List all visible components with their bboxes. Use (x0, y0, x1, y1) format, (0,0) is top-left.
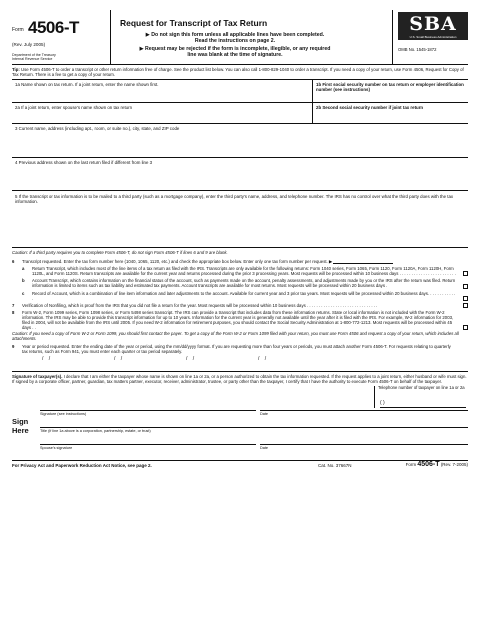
line-4-field[interactable] (12, 157, 468, 190)
line-2a-field[interactable] (12, 103, 312, 124)
instruction-2 (120, 46, 350, 58)
agency (12, 53, 56, 61)
item-8-number: 8 (12, 309, 15, 315)
instruction-1-line: Read the instructions on page 2. (194, 38, 276, 45)
divider (392, 10, 393, 64)
item-9-number: 9 (12, 344, 15, 350)
form-page (12, 10, 468, 470)
instruction-1-line: ▶ Do not sign this form unless all applicable lines have been completed. (145, 32, 325, 38)
item-7-number: 7 (12, 302, 15, 308)
item-7 (12, 303, 468, 308)
footer-form-id (406, 461, 468, 469)
title-line[interactable] (40, 427, 468, 433)
line-1-row (12, 79, 468, 102)
line-5-field[interactable] (12, 190, 468, 247)
item-6b-body (22, 278, 456, 288)
spouse-signature-line[interactable] (40, 444, 256, 450)
form-footer (12, 460, 468, 470)
item-8 (12, 310, 468, 330)
department: Department of the Treasury (12, 53, 56, 57)
sba-logo (398, 12, 468, 40)
signature-date-label: Date (260, 412, 269, 417)
period-dates (12, 357, 468, 363)
telephone-field[interactable] (374, 386, 468, 408)
period-date-4[interactable]: / / (258, 356, 269, 363)
item-6 (12, 259, 468, 264)
item-6-text: Transcript requested. Enter the tax form number here (1040, 1065, 1120, etc.) and check the appropriate box below. Enter only one tax form number per request. ▶ (22, 259, 333, 265)
logo-text: SBA (409, 13, 457, 35)
caution-w2: Caution: If you need a copy of Form W-2 or Form 1099, you should first contact the payer. To get a copy of the Form W-2 or Form 1099 filed with your return, you must use Form 4506 and request a copy of your return, which includes all attachments. (12, 330, 459, 341)
title-label: Title (if line 1a above is a corporation, partnership, estate, or trust) (40, 429, 151, 434)
item-6c-text: Record of Account, which is a combination of line item information and later adjustments to the account. Available for current year and 3 prior tax years. Most requests will be processed within 20 business days. . . . . . . . . . . . . (32, 290, 456, 301)
caution-third-party: Caution: If a third party requires you to complete Form 4506-T, do not sign Form 4506-T if lines 6 and 9 are blank. (12, 247, 468, 258)
spouse-signature-label: Spouse's signature (40, 446, 73, 451)
item-6b (12, 278, 468, 288)
footer-form-number: 4506-T (417, 461, 440, 469)
tip (12, 64, 468, 79)
tip-text: Use Form 4506-T to order a transcript or other return information free of charge. See the product list below. You can also call 1-800-829-1040 to order a transcript. If you need a copy of your return, use Form 4506, Request for Copy of Tax Return. There is a fee to get a copy of your return. (12, 67, 464, 78)
period-date-3[interactable]: / / (186, 356, 197, 363)
form-title: Request for Transcript of Tax Return (120, 18, 268, 28)
item-6b-letter: b (22, 278, 25, 284)
telephone-label: Telephone number of taxpayer on line 1a or 2a (378, 385, 465, 391)
taxpayer-signature-label: Signature (see instructions) (40, 412, 87, 417)
taxpayer-signature-line[interactable] (40, 410, 256, 416)
logo-subtext: U.S. Small Business Administration (409, 35, 457, 39)
item-6a-body (22, 266, 456, 276)
item-9-text: Year or period requested. Enter the ending date of the year or period, using the mm/dd/yyyy format. If you are requesting more than four years or periods, you must attach another Form 4506-T. For requests relating to quarterly tax returns, such as Form 941, you must enter each quarter or tax period separately. (22, 344, 451, 355)
here-word: Here (12, 425, 29, 435)
line-2a-label: 2a If a joint return, enter spouse's name shown on tax return (15, 105, 133, 111)
signature-intro-text: I declare that I am either the taxpayer whose name is shown on line 1a or 2a, or a person authorized to obtain the tax information requested. If the request applies to a joint return, either husband or wife must sign. If signed by a corporate officer, partner, guardian, tax matters partner, executor, receiver, administrator, trustee, or party other than the taxpayer, I certify that I have the authority to execute Form 4506-T on behalf of the taxpayer. (12, 374, 467, 385)
line-5-label: 5 If the transcript or tax information is to be mailed to a third party (such as a mortgage company), enter the third party's name, address, and telephone number. The IRS has no control over what the third party does with the tax information. (15, 194, 454, 205)
item-8-text: Form W-2, Form 1099 series, Form 1098 series, or Form 5498 series transcript. The IRS can provide a transcript that includes data from these information returns. State or local information is not included with the Form W-2 information. The IRS may be able to provide this transcript information for up to 10 years. Information for the current year is generally not available until the year after it is filed with the IRS. For example, W-2 information for 2003, filed in 2004, will not be available from the IRS until 2005. If you need W-2 information for retirement purposes, you should contact the Social Security Administration at 1-800-772-1213. Most requests will be processed within 45 days . . (22, 309, 454, 330)
signature-intro-label: Signature of taxpayer(s). (12, 374, 63, 380)
tax-form-number-input[interactable] (333, 259, 393, 264)
signature-intro (12, 371, 468, 384)
footer-form-revision: (Rev. 7-2005) (440, 462, 468, 468)
w2-1099-transcript-checkbox[interactable] (463, 325, 468, 330)
item-6a-text: Return Transcript, which includes most of the line items of a tax return as filed with the IRS. Transcripts are only available for the following returns: Form 1040 series, Form 1065, Form 1120, Form 1120A, Form 1120H, Form 1120L, and Form 1120S. Return transcripts are available for the current year and returns processed during the prior 3 processing years. Most requests will be processed within 10 business days . . . . . . . . . . . . . . . . . . . . . . . . (32, 266, 456, 277)
item-6c-body (22, 291, 456, 301)
telephone-parens: ( ) (380, 401, 466, 408)
line-2b-field[interactable] (312, 103, 468, 124)
spouse-date-label: Date (260, 446, 269, 451)
omb-number: OMB No. 1545-1872 (398, 47, 437, 52)
form-number: 4506-T (28, 18, 79, 37)
item-6a (12, 266, 468, 276)
instruction-2-line: line was blank at the time of signature. (187, 52, 283, 59)
line-3-label: 3 Current name, address (including apt., room, or suite no.), city, state, and ZIP code (15, 126, 180, 132)
period-date-1[interactable]: / / (42, 356, 53, 363)
catalog-number: Cat. No. 37667N (318, 462, 352, 468)
item-6b-text: Account Transcript, which contains information on the financial status of the account, such as payments made on the account, penalty assessments, and adjustments made by you or the IRS after the return was filed. Return information is limited to items such as tax liability and estimated tax payments. Account transcripts are available for most returns. Most requests will be processed within 20 business days . (32, 278, 456, 289)
tip-label: Tip: (12, 67, 20, 72)
line-4-label: 4 Previous address shown on the last return filed if different from line 3 (15, 160, 153, 166)
line-1b-field[interactable] (312, 80, 468, 103)
verification-nonfiling-checkbox[interactable] (463, 303, 468, 308)
item-7-text: Verification of Nonfiling, which is proof from the IRS that you did not file a return for the year. Most requests will be processed within 10 business days . . . . . . . . . . . . . . . . . . . . . . . . . . . . . . (22, 302, 378, 308)
revision-date: (Rev. July 2005) (12, 42, 46, 47)
item-6-number: 6 (12, 259, 15, 265)
instruction-2-line: ▶ Request may be rejected if the form is incomplete, illegible, or any required (139, 46, 331, 52)
record-of-account-checkbox[interactable] (463, 296, 468, 301)
divider (110, 10, 111, 64)
instruction-1 (120, 32, 350, 44)
account-transcript-checkbox[interactable] (463, 284, 468, 289)
return-transcript-checkbox[interactable] (463, 271, 468, 276)
line-2b-label: 2b Second social security number if joint tax return (316, 105, 424, 111)
service: Internal Revenue Service (12, 57, 53, 62)
line-2-row (12, 102, 468, 123)
line-1a-label: 1a Name shown on tax return. If a joint return, enter the name shown first. (15, 82, 159, 88)
sign-word: Sign (12, 417, 29, 427)
item-6c (12, 291, 468, 301)
line-1a-field[interactable] (12, 80, 312, 103)
signature-section (12, 384, 468, 460)
item-9 (12, 344, 468, 354)
item-6a-letter: a (22, 266, 25, 272)
line-1b-label: 1b First social security number on tax return or employer identification number (see instructions) (316, 82, 464, 93)
form-header (12, 10, 468, 64)
signature-date-line[interactable] (260, 410, 468, 416)
footer-form-prefix: Form (405, 462, 417, 468)
item-6c-letter: c (22, 290, 25, 296)
period-date-2[interactable]: / / (114, 356, 125, 363)
privacy-notice: For Privacy Act and Paperwork Reduction Act Notice, see page 2. (12, 462, 152, 468)
sign-here-label (12, 418, 29, 435)
line-3-field[interactable] (12, 123, 468, 157)
form-label: Form (12, 27, 24, 33)
items-section (12, 258, 468, 363)
spouse-date-line[interactable] (260, 444, 468, 450)
